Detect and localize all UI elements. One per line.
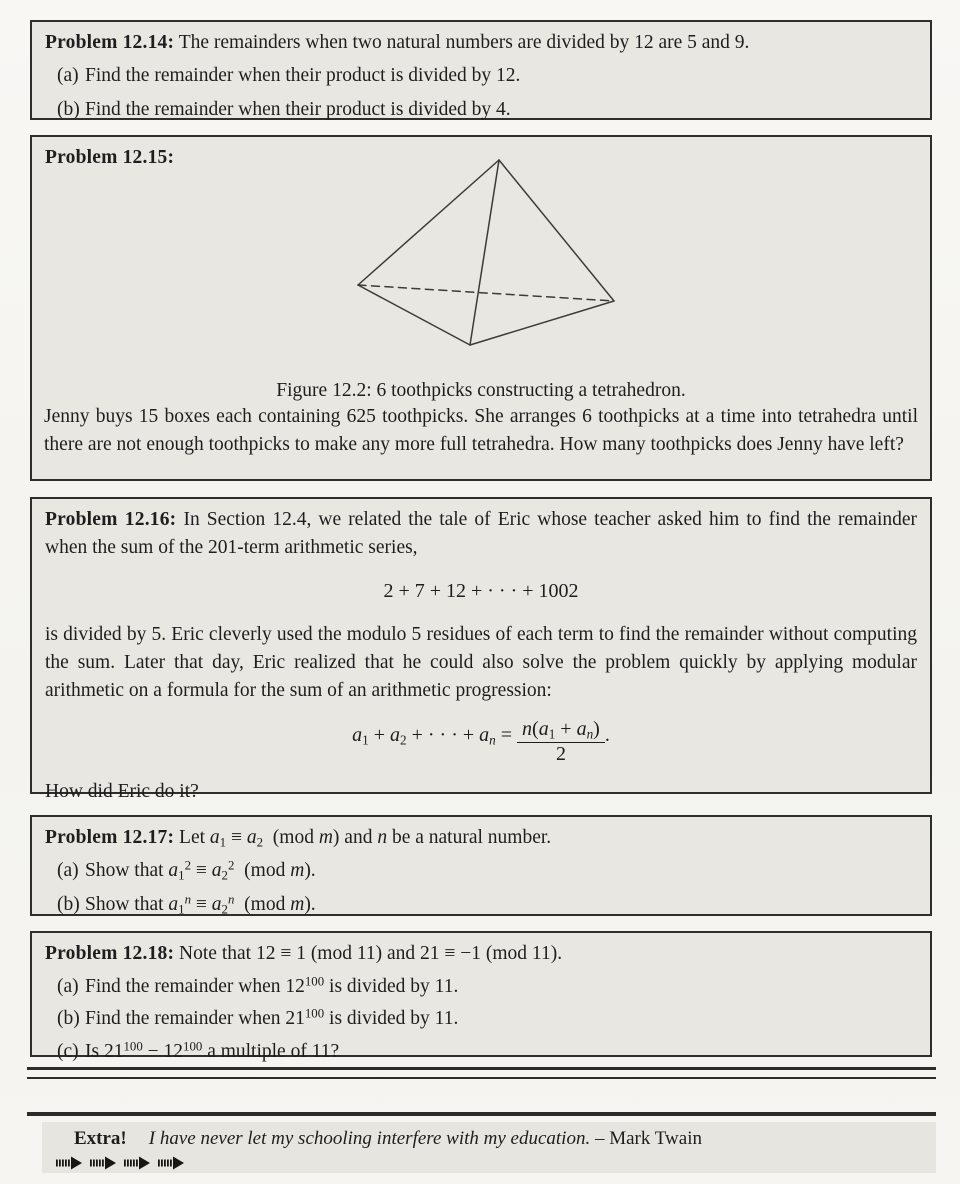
problem-12-14-box: [30, 20, 932, 120]
part-marker: (c): [57, 1041, 79, 1063]
problem-12-18-intro-text: Note that 12 ≡ 1 (mod 11) and 21 ≡ −1 (mod 11).: [179, 943, 563, 964]
fraction-numerator: $n(a_1 + an)$: [517, 718, 605, 743]
part-text: Show that $a_1^n \equiv a_2^n$ (mod m).: [85, 892, 316, 917]
extra-quote-line: [149, 1128, 702, 1150]
problem-12-18-label: Problem 12.18:: [45, 943, 175, 964]
problem-12-16-label: Problem 12.16:: [45, 509, 177, 530]
problem-12-17-part-b: [45, 891, 917, 919]
problem-12-14-label: Problem 12.14:: [45, 32, 175, 53]
problem-12-14-intro-text: The remainders when two natural numbers are divided by 12 are 5 and 9.: [178, 32, 750, 53]
problem-12-15-label: Problem 12.15:: [45, 147, 175, 168]
problem-12-16-intro: [45, 506, 917, 563]
problem-12-15-body: Jenny buys 15 boxes each containing 625 toothpicks. She arranges 6 toothpicks at a time into tetrahedra until there are not enough toothpicks to make any more full tetrahedra. How many toothpicks does Jenny have left?: [44, 406, 918, 456]
footer-divider-line: [27, 1112, 936, 1116]
problem-12-16-intro-text: In Section 12.4, we related the tale of Eric whose teacher asked him to find the remainder when the sum of the 201-term arithmetic series,: [45, 509, 918, 559]
problem-12-18-part-c: [45, 1038, 917, 1066]
problem-12-17-box: [30, 815, 932, 916]
problem-12-15-box: [30, 135, 932, 481]
formula-fraction: [517, 718, 605, 766]
forward-arrows-icon: [56, 1155, 198, 1171]
arithmetic-series-formula: 2 + 7 + 12 + · · · + 1002: [383, 579, 579, 602]
extra-label: Extra!: [74, 1128, 127, 1149]
problem-12-18-part-b: [45, 1005, 917, 1033]
formula-lhs: $a_1 + a_2$ + · · · + an =: [352, 724, 518, 749]
part-text: Is $21^{100} - 12^{100}$ a multiple of 11?: [85, 1039, 340, 1063]
problem-12-17-intro-text: Let $a_1 \equiv a_2$ (mod m) and n be a natural number.: [179, 827, 552, 850]
problem-12-16-box: [30, 497, 932, 803]
figure-caption: Figure 12.2: 6 toothpicks constructing a tetrahedron.: [276, 380, 686, 401]
part-marker: (a): [57, 975, 79, 997]
part-marker: (a): [57, 65, 79, 87]
part-marker: (b): [57, 1008, 80, 1030]
problem-12-16-middle: is divided by 5. Eric cleverly used the modulo 5 residues of each term to find the remainder without computing the sum. Later that day, Eric realized that he could also solve the problem quickly by applying modular arithmetic on a formula for the sum of an arithmetic progression:: [45, 623, 917, 702]
extra-footer-box: [42, 1122, 936, 1173]
formula-tail: .: [604, 724, 610, 747]
extra-attribution: – Mark Twain: [594, 1128, 702, 1149]
tetrahedron-figure: [350, 149, 622, 349]
extra-line: [74, 1128, 926, 1150]
part-marker: (a): [57, 860, 79, 882]
problem-12-17-intro: [45, 824, 917, 852]
problem-12-17-part-a: [45, 857, 917, 885]
part-text: Find the remainder when their product is divided by 12.: [85, 65, 521, 87]
problem-12-18-part-a: [45, 973, 917, 1001]
problem-12-18-box: [30, 931, 932, 1063]
part-marker: (b): [57, 893, 80, 915]
part-marker: (b): [57, 98, 80, 120]
problem-12-14-part-b: [45, 96, 917, 124]
problem-12-16-question: How did Eric do it?: [45, 781, 199, 803]
problem-12-14-part-a: [45, 62, 917, 90]
part-text: Find the remainder when $12^{100}$ is divided by 11.: [85, 974, 459, 997]
part-text: Show that $a_1^2 \equiv a_2^2$ (mod m).: [85, 858, 316, 883]
part-text: Find the remainder when $21^{100}$ is divided by 11.: [85, 1006, 459, 1030]
problem-12-18-intro: [45, 940, 917, 968]
part-text: Find the remainder when their product is divided by 4.: [85, 98, 511, 120]
tetrahedron-drawing: [350, 149, 622, 349]
fraction-denominator: 2: [555, 743, 566, 766]
arithmetic-sum-formula: [45, 718, 917, 766]
problem-12-14-intro: [45, 29, 917, 57]
extra-quote: I have never let my schooling interfere with my education.: [148, 1128, 591, 1149]
section-divider-thick-line: [27, 1067, 936, 1070]
problem-12-17-label: Problem 12.17:: [45, 827, 175, 848]
section-divider-thin-line: [27, 1077, 936, 1079]
